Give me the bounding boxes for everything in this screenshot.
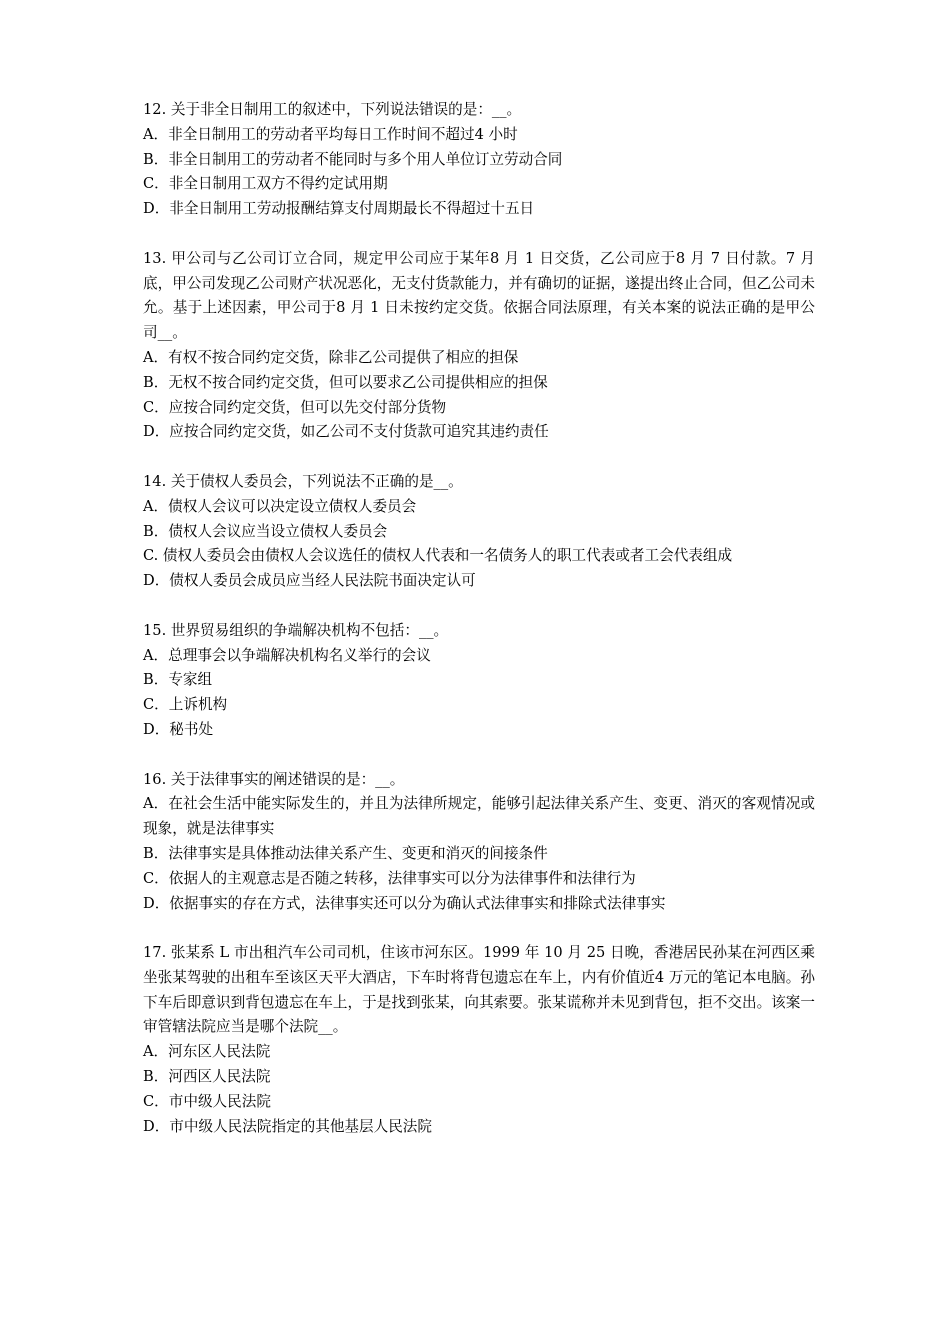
option-d: D．债权人委员会成员应当经人民法院书面决定认可: [143, 572, 476, 590]
question-stem: 14. 关于债权人委员会，下列说法不正确的是__。: [143, 472, 463, 490]
option-c: C．非全日制用工双方不得约定试用期: [143, 175, 388, 193]
question-14: [143, 470, 815, 594]
option-c: C．上诉机构: [143, 696, 228, 714]
question-17: [143, 941, 815, 1139]
question-stem: 15. 世界贸易组织的争端解决机构不包括：__。: [143, 621, 449, 639]
option-b: B．无权不按合同约定交货，但可以要求乙公司提供相应的担保: [143, 373, 548, 391]
question-stem: 16. 关于法律事实的阐述错误的是：__。: [143, 770, 405, 788]
option-a: A．非全日制用工的劳动者平均每日工作时间不超过4 小时: [143, 125, 518, 143]
option-c: C. 债权人委员会由债权人会议选任的债权人代表和一名债务人的职工代表或者工会代表组成: [143, 547, 733, 565]
question-stem: 12. 关于非全日制用工的叙述中，下列说法错误的是：__。: [143, 101, 522, 118]
option-b: B．专家组: [143, 671, 213, 689]
option-d: D．依据事实的存在方式，法律事实还可以分为确认式法律事实和排除式法律事实: [143, 894, 666, 912]
option-b: B．债权人会议应当设立债权人委员会: [143, 522, 388, 540]
question-stem: 13. 甲公司与乙公司订立合同，规定甲公司应于某年8 月 1 日交货，乙公司应于8 月 7 日付款。7 月底，甲公司发现乙公司财产状况恶化，无支付货款能力，并有确切的证据，遂提出终止合同，但乙公司未允。基于上述因素，甲公司于8 月 1 日未按约定交货。依据合同法原理，有关本案的说法正确的是甲公司__。: [143, 249, 815, 342]
option-d: D．市中级人民法院指定的其他基层人民法院: [143, 1117, 432, 1135]
option-c: C．市中级人民法院: [143, 1092, 271, 1110]
option-a: A．总理事会以争端解决机构名义举行的会议: [143, 646, 431, 664]
question-stem: 17. 张某系 L 市出租汽车公司司机，住该市河东区。1999 年 10 月 25 日晚，香港居民孙某在河西区乘坐张某驾驶的出租车至该区天平大酒店，下车时将背包遗忘在车上，内有价值近4 万元的笔记本电脑。孙下车后即意识到背包遗忘在车上，于是找到张某，向其索要。张某谎称并未见到背包，拒不交出。该案一审管辖法院应当是哪个法院__。: [143, 944, 815, 1036]
option-a: A．在社会生活中能实际发生的，并且为法律所规定，能够引起法律关系产生、变更、消灭的客观情况或现象，就是法律事实: [143, 795, 815, 838]
question-12: [143, 98, 815, 222]
option-b: B．河西区人民法院: [143, 1068, 271, 1086]
option-b: B．非全日制用工的劳动者不能同时与多个用人单位订立劳动合同: [143, 150, 563, 168]
question-15: [143, 619, 815, 743]
option-a: A．债权人会议可以决定设立债权人委员会: [143, 497, 417, 515]
option-d: D．秘书处: [143, 720, 214, 738]
question-13: [143, 247, 815, 445]
question-list: [143, 98, 815, 1164]
question-16: [143, 768, 815, 917]
option-a: A．有权不按合同约定交货，除非乙公司提供了相应的担保: [143, 348, 519, 366]
option-b: B．法律事实是具体推动法律关系产生、变更和消灭的间接条件: [143, 844, 548, 862]
option-d: D．非全日制用工劳动报酬结算支付周期最长不得超过十五日: [143, 200, 535, 218]
option-d: D．应按合同约定交货，如乙公司不支付货款可追究其违约责任: [143, 423, 549, 441]
option-c: C．依据人的主观意志是否随之转移，法律事实可以分为法律事件和法律行为: [143, 869, 636, 887]
option-a: A．河东区人民法院: [143, 1043, 271, 1061]
option-c: C．应按合同约定交货，但可以先交付部分货物: [143, 398, 447, 416]
